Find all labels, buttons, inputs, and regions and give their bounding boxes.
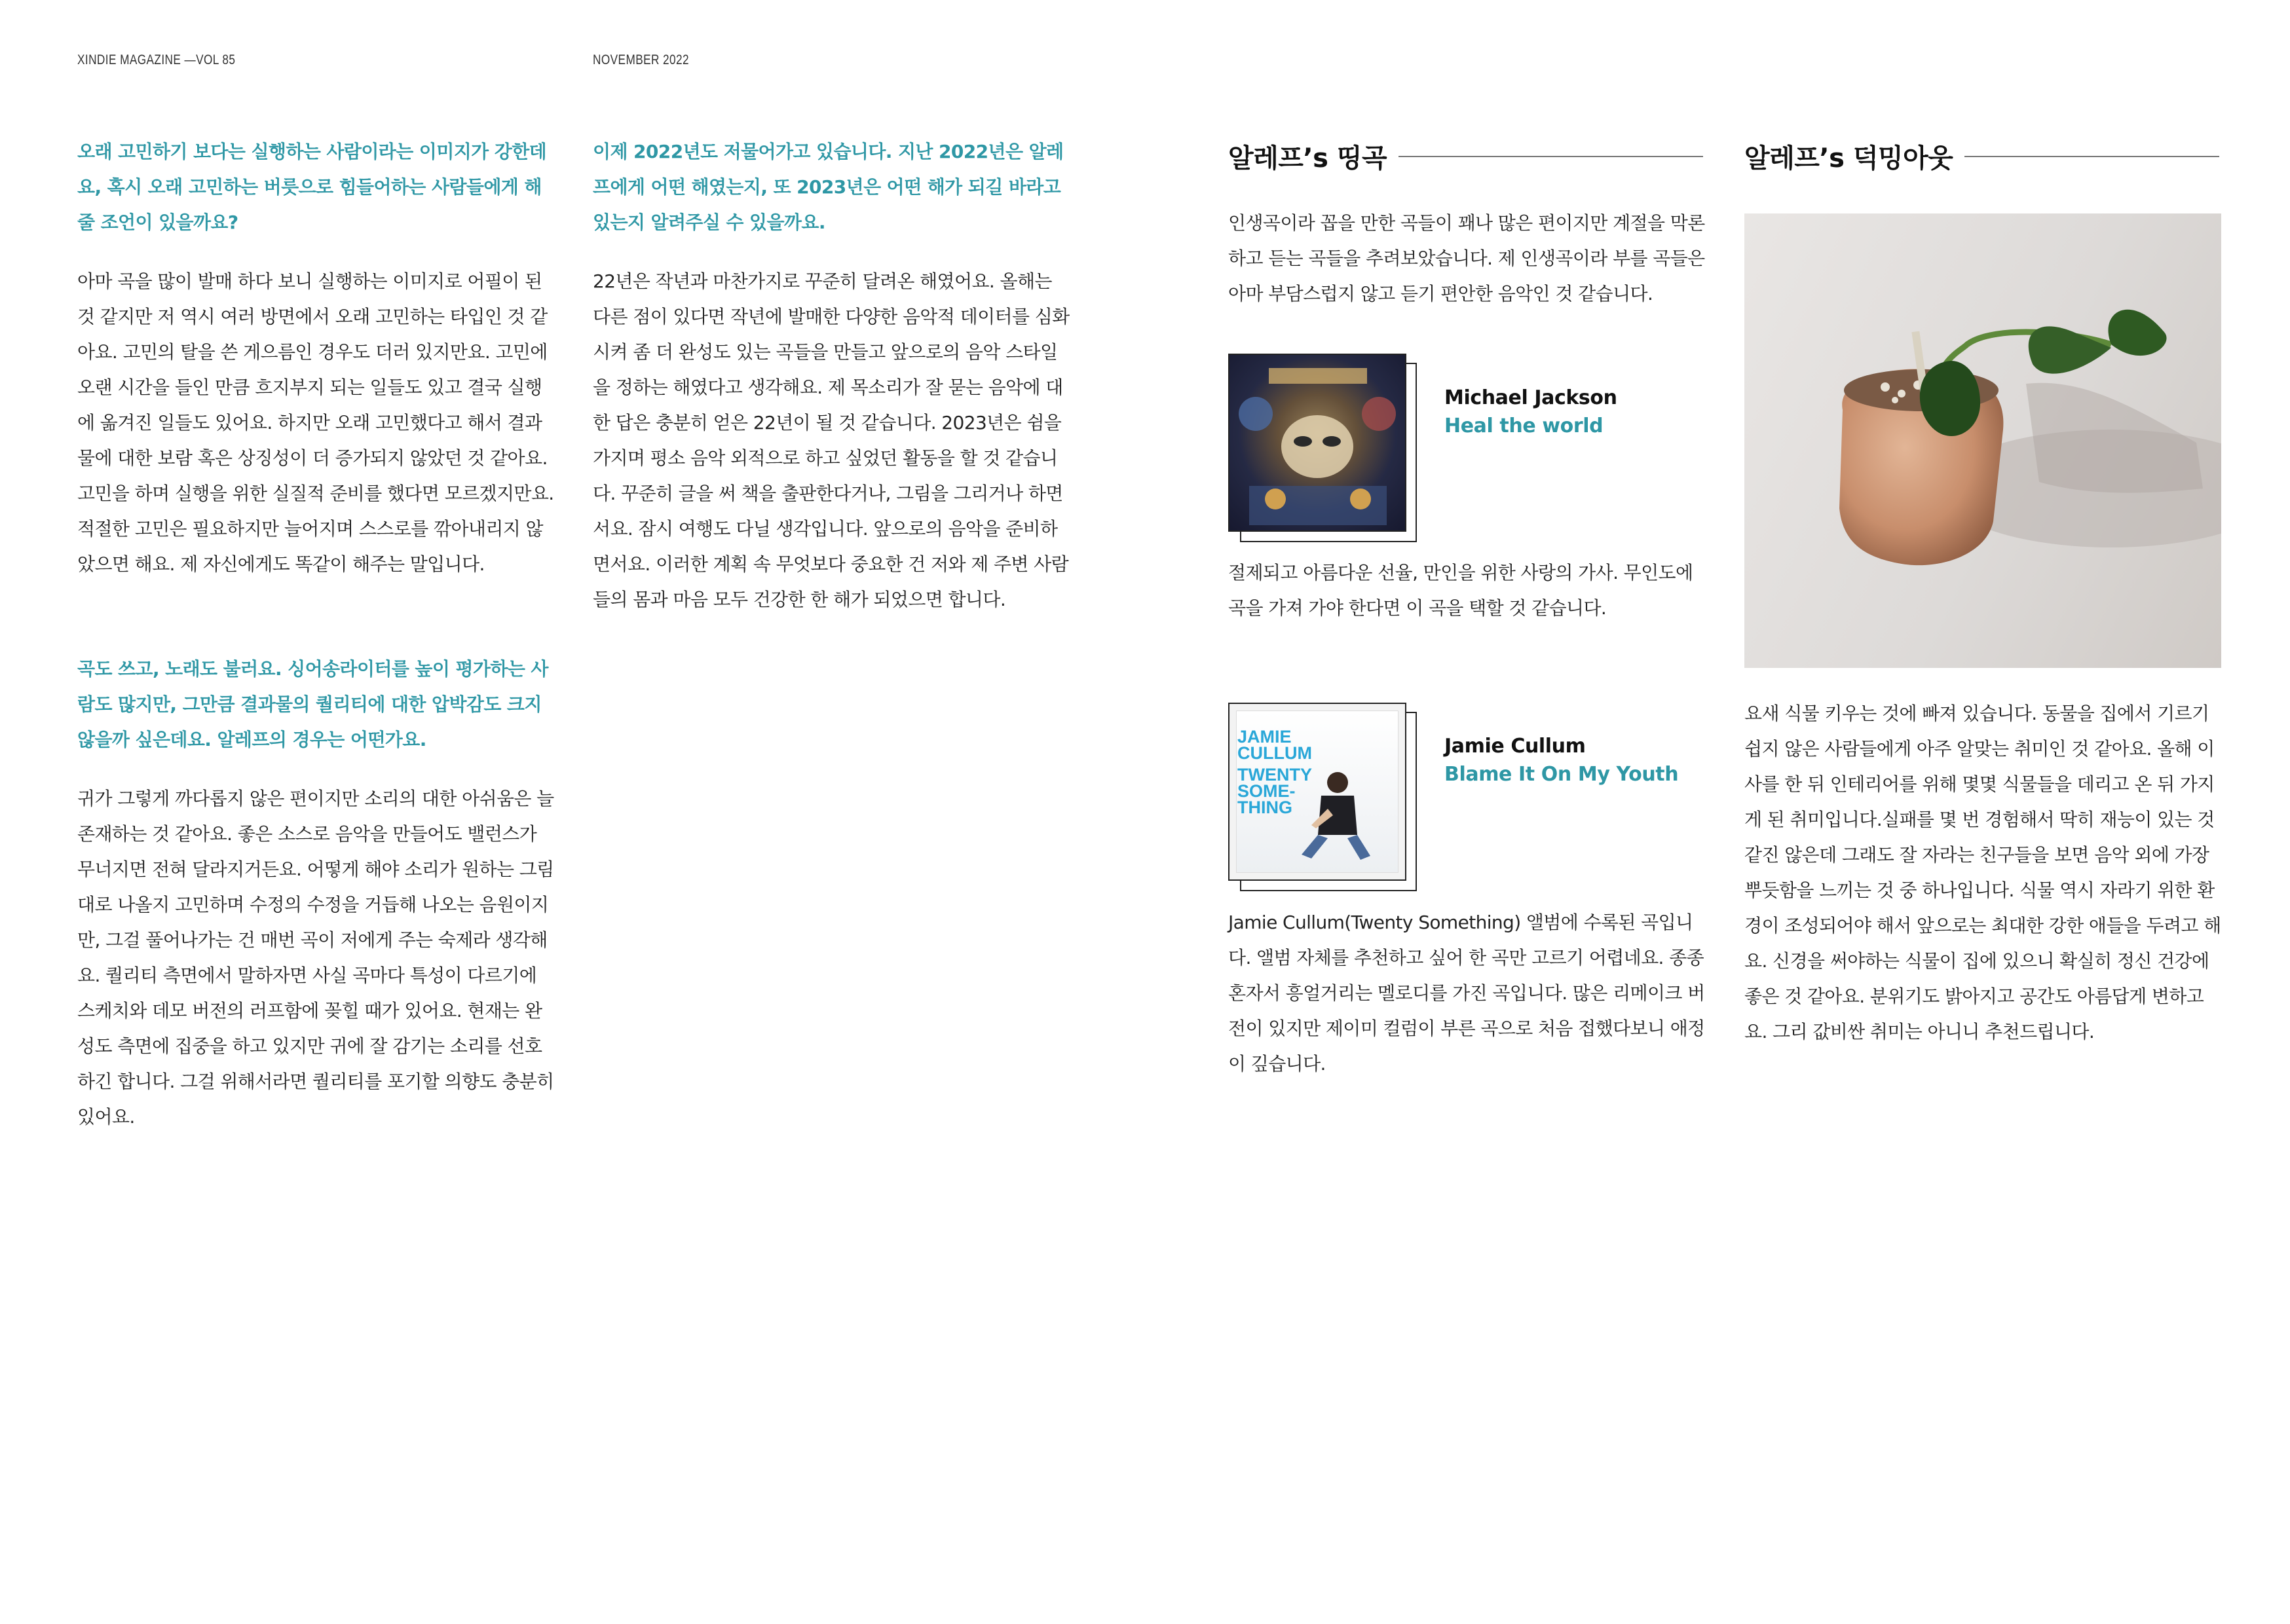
answer-2: 귀가 그렇게 까다롭지 않은 편이지만 소리의 대한 아쉬움은 늘 존재하는 것 같아요. 좋은 소스로 음악을 만들어도 밸런스가 무너지면 전혀 달라지거든요. 어떻게 해야 소리가 원하는 그림대로 나올지 고민하며 수정의 수정을 거듭해 나오는 음원이지만, 그걸 풀어나가는 건 매번 곡이 저에게 주는 숙제라 생각해요. 퀄리티 측면에서 말하자면 사실 곡마다 특성이 다르기에 스케치와 데모 버전의 러프함에 꽂힐 때가 있어요. 현재는 완성도 측면에 집중을 하고 있지만 귀에 잘 감기는 소리를 선호하긴 합니다. 그걸 위해서라면 퀄리티를 포기할 의향도 충분히 있어요. [77,788,554,1128]
section-title-favorite-songs [1228,138,1703,175]
song-2-description: Jamie Cullum(Twenty Something) 앨범에 수록된 곡입니다. 앨범 자체를 추천하고 싶어 한 곡만 고르기 어렵네요. 종종 혼자서 흥얼거리는 멜로디를 가진 곡입니다. 많은 리메이크 버전이 있지만 제이미 컬럼이 부른 곡으로 처음 접했다보니 애정이 깊습니다. [1228,912,1705,1075]
song-2-title: Blame It On My Youth [1444,763,1679,786]
album-cover-dangerous [1228,354,1417,542]
cover-illustration [1229,355,1405,530]
song-1-artist: Michael Jackson [1444,386,1617,409]
question-2: 곡도 쓰고, 노래도 불러요. 싱어송라이터를 높이 평가하는 사람도 많지만, 그만큼 결과물의 퀄리티에 대한 압박감도 크지 않을까 싶은데요. 알레프의 경우는 어떤가요. [77,658,548,750]
song-1-title: Heal the world [1444,415,1604,437]
favorite-songs-intro: 인생곡이라 꼽을 만한 곡들이 꽤나 많은 편이지만 계절을 막론하고 듣는 곡들을 추려보았습니다. 제 인생곡이라 부를 곡들은 아마 부담스럽지 않고 듣기 편안한 음악인 것 같습니다. [1228,212,1705,304]
hobby-description: 요새 식물 키우는 것에 빠져 있습니다. 동물을 집에서 기르기 쉽지 않은 사람들에게 아주 알맞는 취미인 것 같아요. 올해 이사를 한 뒤 인테리어를 위해 몇몇 식물들을 데리고 온 뒤 가지게 된 취미입니다.실패를 몇 번 경험해서 딱히 재능이 있는 것 같진 않은데 그래도 잘 자라는 친구들을 보면 음악 외에 가장 뿌듯함을 느끼는 것 중 하나입니다. 식물 역시 자라기 위한 환경이 조성되어야 해서 앞으로는 최대한 강한 애들을 두려고 해요. 신경을 써야하는 식물이 집에 있으니 확실히 정신 건강에 좋은 것 같아요. 분위기도 밝아지고 공간도 아름답게 변하고요. 그리 값비싼 취미는 아니니 추천드립니다. [1744,703,2221,1043]
answer-3: 22년은 작년과 마찬가지로 꾸준히 달려온 해였어요. 올해는 다른 점이 있다면 작년에 발매한 다양한 음악적 데이터를 심화시켜 좀 더 완성도 있는 곡들을 만들고 앞으로의 음악 스타일을 정하는 해였다고 생각해요. 제 목소리가 잘 묻는 음악에 대한 답은 충분히 얻은 22년이 될 것 같습니다. 2023년은 쉼을 가지며 평소 음악 외적으로 하고 싶었던 활동을 할 것 같습니다. 꾸준히 글을 써 책을 출판한다거나, 그림을 그리거나 하면서요. 잠시 여행도 다닐 생각입니다. 앞으로의 음악을 준비하면서요. 이러한 계획 속 무엇보다 중요한 건 저와 제 주변 사람들의 몸과 마음 모두 건강한 한 해가 되었으면 합니다. [593,270,1070,610]
album-cover-twentysomething [1228,703,1417,891]
cover-figure [1229,704,1405,879]
section-title-text: 알레프’s 띵곡 [1228,143,1387,174]
magazine-issue-label: XINDIE MAGAZINE —VOL 85 [77,52,236,67]
cover-art [1228,354,1406,532]
song-2-artist: Jamie Cullum [1444,735,1586,758]
interview-column-1 [77,134,557,1135]
answer-1: 아마 곡을 많이 발매 하다 보니 실행하는 이미지로 어필이 된 것 같지만 저 역시 여러 방면에서 오래 고민하는 타입인 것 같아요. 고민의 탈을 쓴 게으름인 경우도 더러 있지만요. 고민에 오랜 시간을 들인 만큼 흐지부지 되는 일들도 있고 결국 실행에 옮겨진 일들도 있어요. 하지만 오래 고민했다고 해서 결과물에 대한 보람 혹은 상징성이 더 증가되지 않았던 것 같아요. 고민을 하며 실행을 위한 실질적 준비를 했다면 모르겠지만요. 적절한 고민은 필요하지만 늘어지며 스스로를 깎아내리지 않았으면 해요. 제 자신에게도 똑같이 해주는 말입니다. [77,270,554,575]
question-1: 오래 고민하기 보다는 실행하는 사람이라는 이미지가 강한데요, 혹시 오래 고민하는 버릇으로 힘들어하는 사람들에게 해줄 조언이 있을까요? [77,141,547,233]
question-3: 이제 2022년도 저물어가고 있습니다. 지난 2022년은 알레프에게 어떤 해였는지, 또 2023년은 어떤 해가 되길 바라고 있는지 알려주실 수 있을까요. [593,141,1064,233]
title-rule [1398,156,1703,157]
issue-date-label: NOVEMBER 2022 [593,52,689,67]
plant-photo [1744,213,2221,668]
potted-plant-illustration [1744,213,2221,668]
cover-art [1228,703,1406,881]
interview-column-2 [593,134,1072,618]
section-title-hobby [1744,138,2219,175]
cover-lettering: JAMIE CULLUM TWENTY SOME- THING [1237,727,1312,817]
song-1-description: 절제되고 아름다운 선율, 만인을 위한 사랑의 가사. 무인도에 곡을 가져 가야 한다면 이 곡을 택할 것 같습니다. [1228,562,1693,619]
title-rule [1964,156,2219,157]
section-title-text: 알레프’s 덕밍아웃 [1744,143,1953,174]
